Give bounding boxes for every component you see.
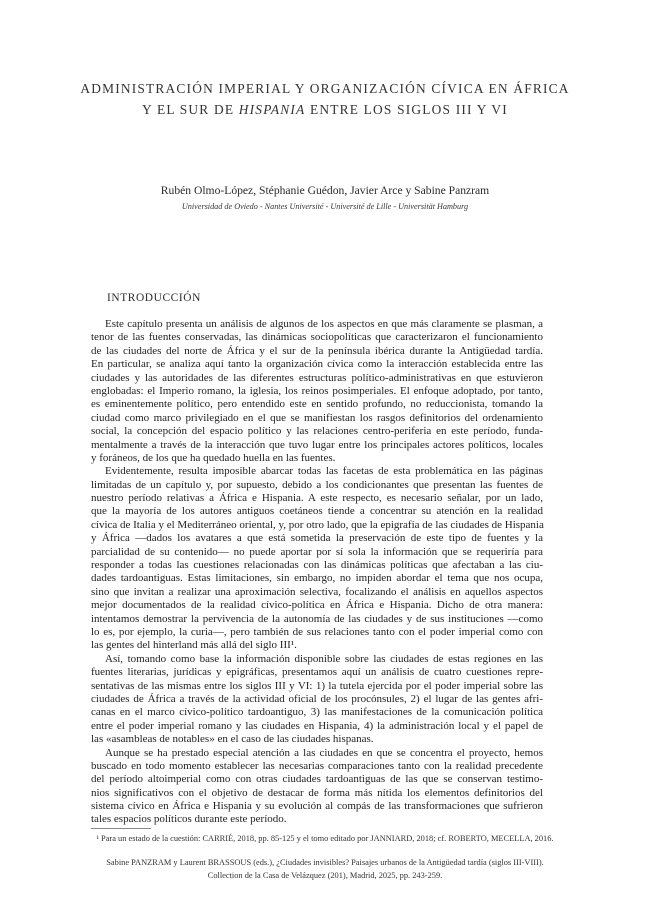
body-line: buscado en todo momento establecer las necesarias comparaciones tanto con la realidad precedente [91,759,543,772]
body-line: sino que invitan a realizar una aproximación selectiva, focalizando el análisis en aquellos aspectos [91,585,543,598]
section-heading: INTRODUCCIÓN [107,292,201,304]
body-line: dades tardoantiguas. Estas limitaciones, sin embargo, no impiden abordar el tema que nos ocupa, [91,572,543,585]
body-line: del período altoimperial como con otras ciudades tardoantiguas de las que se conservan testimo- [91,773,543,786]
body-line: parcialidad de su contenido— no puede aportar por sí sola la información que se requeriría para [91,545,543,558]
body-line: las gentes del hinterland más allá del siglo III¹. [91,639,297,652]
book-reference-line-1: Sabine PANZRAM y Laurent BRASSOUS (eds.), ¿Ciudades invisibles? Paisajes urbanos de la Antigüedad tardía (siglos III-VIII). [106,858,544,867]
body-line: Aunque se ha prestado especial atención a las ciudades en que se concentra el proyecto, hemos [105,746,543,759]
affiliations: Universidad de Oviedo - Nantes Université - Université de Lille - Universität Hamburg [181,202,469,211]
body-line: ciudad como marco privilegiado en el que se manifiestan los rasgos definitorios del ordenamiento [91,411,543,424]
body-line: responder a todas las cuestiones relacionadas con las dinámicas políticas que afectaban a las ciu- [91,559,543,572]
body-line: es eminentemente político, pero entendido este en sentido profundo, no reduccionista, tomando la [91,398,543,411]
book-reference-line-2: Collection de la Casa de Velázquez (201), Madrid, 2025, pp. 243-259. [207,871,443,880]
body-line: tenor de las fuentes conservadas, las dinámicas sociopolíticas que caracterizaron el funcionamiento [91,331,543,344]
body-line: intentamos demostrar la pervivencia de la autonomía de las ciudades y de sus instituciones —como [91,612,543,625]
body-line: sentativas de las mismas entre los siglos III y VI: 1) la tutela ejercida por el poder imperial sobre las [91,679,543,692]
body-line: y foráneos, de los que ha quedado huella en las fuentes. [91,451,336,464]
footnote-divider [91,828,151,829]
authors: Rubén Olmo-López, Stéphanie Guédon, Javier Arce y Sabine Panzram [160,184,490,197]
body-line: entre el poder imperial romano y las ciudades en Hispania, 4) la administración local y el papel de [91,719,543,732]
body-line: ciudades de África a través de la actividad oficial de los procónsules, 2) el lugar de las gentes afri- [91,692,543,705]
title-italic-hispania: HISPANIA [238,102,306,117]
title-line-2-start: Y EL SUR DE [142,102,239,117]
body-line: Así, tomando como base la información disponible sobre las ciudades de estas regiones en las [105,652,543,665]
body-line: de las ciudades del norte de África y el sur de la península ibérica durante la Antigüedad tardía. [91,344,543,357]
body-line: nios significativos con el objetivo de destacar de forma más nítida los elementos definitorios del [91,786,543,799]
title-line-2 [60,99,590,120]
body-line: lo es, por ejemplo, la curia—, pero también de sus relaciones tanto con el poder imperial como con [91,625,543,638]
body-line: sistema cívico en África e Hispania y su evolución al compás de las transformaciones que sufrieron [91,800,543,813]
article-title [60,78,590,120]
body-line: canas en el marco cívico-político tardoantiguo, 3) las manifestaciones de la comunicación política [91,706,543,719]
body-line: englobadas: el Imperio romano, la iglesia, los reinos posimperiales. El enfoque adoptado, por tanto, [91,384,543,397]
body-line: cívica de Italia y el Mediterráneo oriental, y, por otro lado, que la epigrafía de las ciudades de Hispania [91,518,544,531]
title-line-2-end: ENTRE LOS SIGLOS III Y VI [305,102,508,117]
body-line: nuestro período relativas a África e Hispania. A este respecto, es necesario señalar, por un lado, [91,492,543,505]
body-line: social, la concepción del espacio político y las relaciones centro-periferia en este período, funda- [91,425,543,438]
footnote: ¹ Para un estado de la cuestión: CARRIÉ, 2018, pp. 85-125 y el tomo editado por JANNIARD, 2018; cf. ROBERTO, MECELLA, 2016. [96,834,554,843]
body-line: fuentes literarias, jurídicas y epigráficas, presentamos aquí un análisis de cuatro cuestiones repre- [91,666,543,679]
body-line: ciudades y las autoridades de las diferentes estructuras político-administrativas en que estuvieron [91,371,543,384]
body-line: Este capítulo presenta un análisis de algunos de los aspectos en que más claramente se plasman, a [105,318,543,330]
body-line: tales espacios políticos durante este período. [91,813,287,826]
body-line: mejor documentados de la realidad cívico-política en África e Hispania. Dicho de otra manera: [91,599,543,612]
body-line: mentalmente a través de la interacción que tuvo lugar entre los principales actores políticos, locales [91,438,543,451]
body-line: y África —dados los avatares a que está sometida la preservación de este tipo de fuentes y la [91,532,543,545]
body-line: limitadas de un capítulo y, por supuesto, debido a los condicionantes que presentan las fuentes de [91,478,543,491]
body-text [91,318,543,827]
body-line: Evidentemente, resulta imposible abarcar todas las facetas de esta problemática en las páginas [105,465,543,478]
body-line: En particular, se analiza aquí tanto la organización cívica como la interacción establecida entre las [91,358,543,371]
title-line-1: ADMINISTRACIÓN IMPERIAL Y ORGANIZACIÓN CÍVICA EN ÁFRICA [80,81,570,96]
body-line: que la mayoría de los autores antiguos coetáneos tiende a concentrar su atención en la realidad [91,505,543,518]
body-line: las «asambleas de notables» en el caso de las ciudades hispanas. [91,733,374,746]
